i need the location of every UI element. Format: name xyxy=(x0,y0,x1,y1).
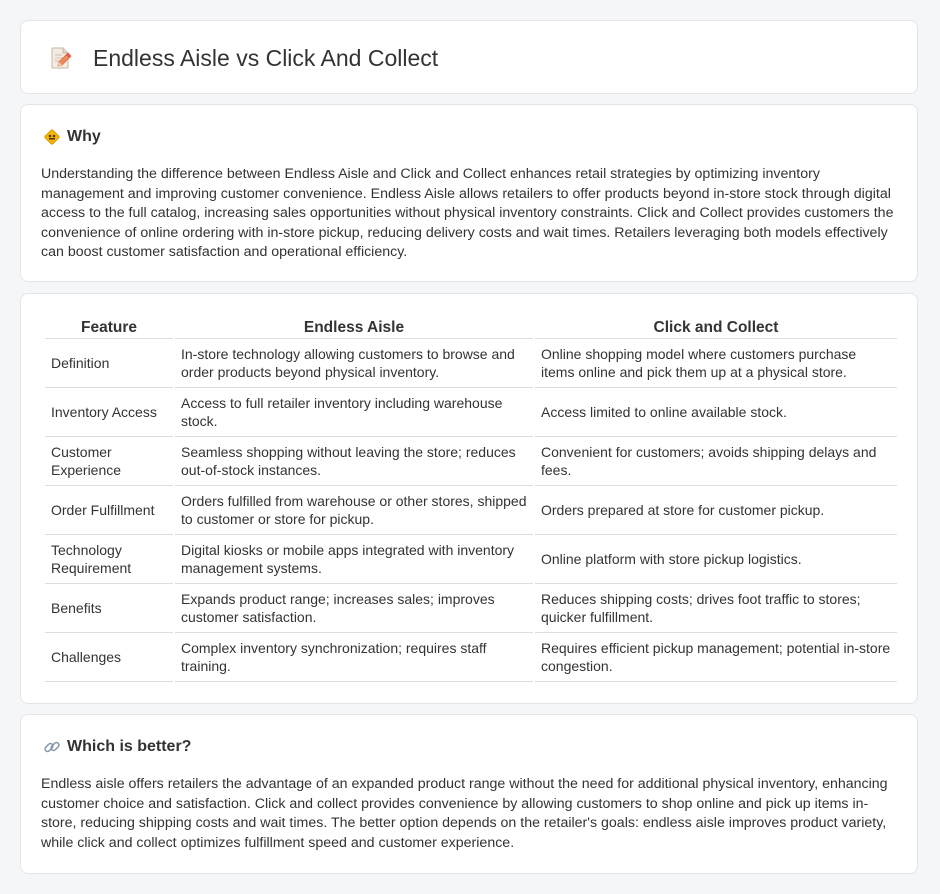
header-endless-aisle: Endless Aisle xyxy=(175,316,533,339)
endless-aisle-cell: Seamless shopping without leaving the store; reduces out-of-stock instances. xyxy=(175,437,533,486)
table-row xyxy=(45,437,897,486)
click-and-collect-cell: Convenient for customers; avoids shipping delays and fees. xyxy=(535,437,897,486)
which-is-better-section xyxy=(20,714,918,874)
feature-cell: Challenges xyxy=(45,633,173,682)
header-feature: Feature xyxy=(45,316,173,339)
click-and-collect-cell: Requires efficient pickup management; potential in-store congestion. xyxy=(535,633,897,682)
title-card xyxy=(20,20,918,94)
comparison-table xyxy=(43,316,899,682)
diamond-sign-icon xyxy=(43,128,61,146)
feature-cell: Customer Experience xyxy=(45,437,173,486)
why-text: Understanding the difference between Endless Aisle and Click and Collect enhances retail strategies by optimizing inventory management and improving customer convenience. Endless Aisle allows retailers to offer products beyond in-store stock through digital access to the full catalog, increasing sales opportunities without physical inventory constraints. Click and Collect provides customers the convenience of online ordering with in-store pickup, reducing delivery costs and wait times. Retailers leveraging both models effectively can boost customer satisfaction and operational efficiency. xyxy=(41,166,894,261)
comparison-section xyxy=(20,293,918,704)
feature-cell: Inventory Access xyxy=(45,388,173,437)
feature-cell: Benefits xyxy=(45,584,173,633)
feature-cell: Technology Requirement xyxy=(45,535,173,584)
feature-cell: Order Fulfillment xyxy=(45,486,173,535)
better-heading: Which is better? xyxy=(67,738,192,755)
better-text: Endless aisle offers retailers the advantage of an expanded product range without the need for additional physical inventory, enhancing customer choice and satisfaction. Click and collect provides convenience by allowing customers to shop online and pick up items in-store, reducing shipping costs and wait times. The better option depends on the retailer's goals: endless aisle improves product variety, while click and collect optimizes fulfillment speed and customer experience. xyxy=(41,776,888,851)
document-pencil-icon xyxy=(47,45,73,71)
why-section xyxy=(20,104,918,282)
table-row xyxy=(45,535,897,584)
endless-aisle-cell: Access to full retailer inventory including warehouse stock. xyxy=(175,388,533,437)
title-row xyxy=(47,43,438,73)
endless-aisle-cell: In-store technology allowing customers to browse and order products beyond physical inventory. xyxy=(175,339,533,388)
link-icon xyxy=(43,738,61,756)
table-header-row xyxy=(45,316,897,339)
click-and-collect-cell: Reduces shipping costs; drives foot traffic to stores; quicker fulfillment. xyxy=(535,584,897,633)
endless-aisle-cell: Expands product range; increases sales; improves customer satisfaction. xyxy=(175,584,533,633)
table-row xyxy=(45,584,897,633)
page-title: Endless Aisle vs Click And Collect xyxy=(93,45,439,71)
click-and-collect-cell: Online shopping model where customers purchase items online and pick them up at a physical store. xyxy=(535,339,897,388)
endless-aisle-cell: Complex inventory synchronization; requires staff training. xyxy=(175,633,533,682)
click-and-collect-cell: Access limited to online available stock. xyxy=(535,388,897,437)
table-row xyxy=(45,339,897,388)
endless-aisle-cell: Digital kiosks or mobile apps integrated with inventory management systems. xyxy=(175,535,533,584)
table-row xyxy=(45,633,897,682)
better-header xyxy=(43,737,191,757)
header-click-and-collect: Click and Collect xyxy=(535,316,897,339)
table-row xyxy=(45,486,897,535)
table-row xyxy=(45,388,897,437)
endless-aisle-cell: Orders fulfilled from warehouse or other stores, shipped to customer or store for pickup. xyxy=(175,486,533,535)
click-and-collect-cell: Online platform with store pickup logistics. xyxy=(535,535,897,584)
why-heading: Why xyxy=(67,128,101,145)
click-and-collect-cell: Orders prepared at store for customer pickup. xyxy=(535,486,897,535)
why-header xyxy=(43,127,101,147)
feature-cell: Definition xyxy=(45,339,173,388)
